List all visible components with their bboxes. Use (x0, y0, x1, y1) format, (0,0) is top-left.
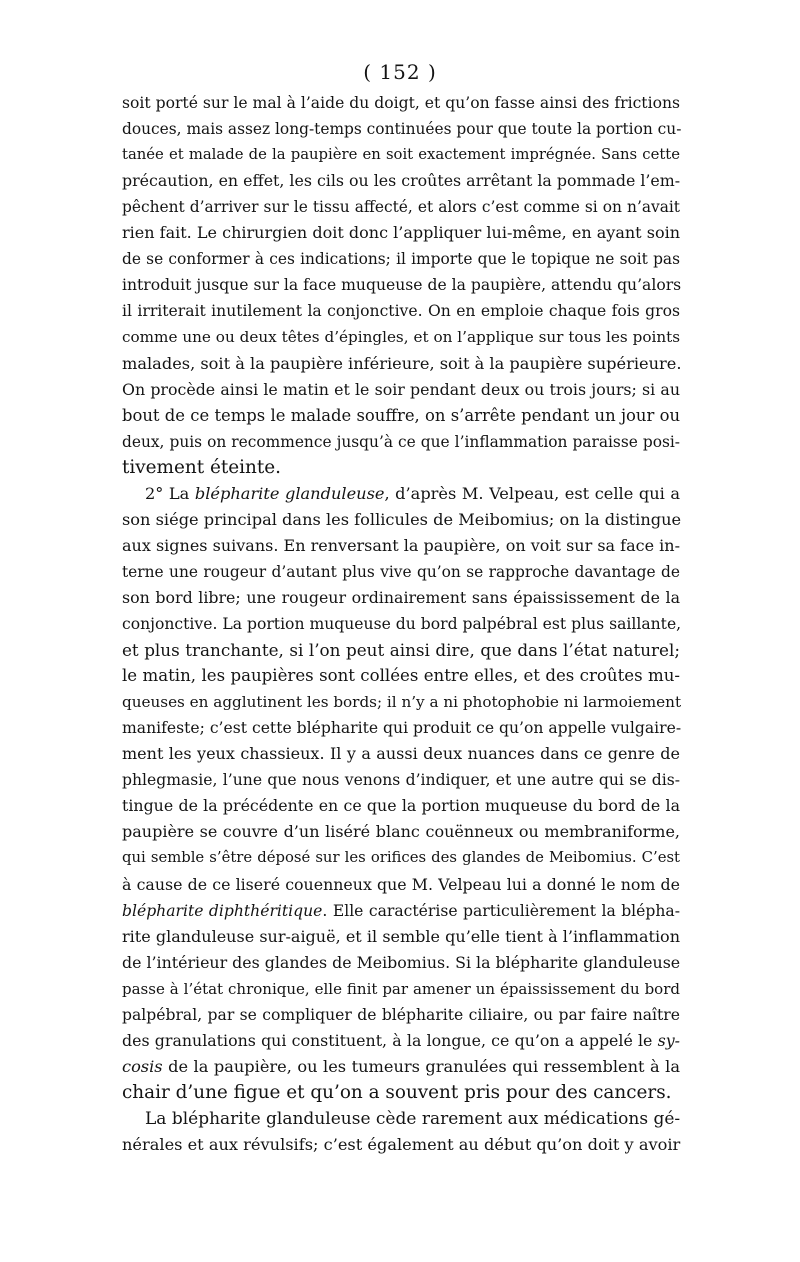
text-line: tanée et malade de la paupière en soit exactement imprégnée. Sans cette (122, 146, 680, 164)
text-line: son bord libre; une rougeur ordinairement sans épaississement de la (122, 587, 680, 607)
text-line: tingue de la précédente en ce que la portion muqueuse du bord de la (122, 796, 680, 816)
text-line: phlegmasie, l’une que nous venons d’indiquer, et une autre qui se dis- (122, 771, 680, 790)
text-line: tivement éteinte. (122, 456, 281, 478)
text-segment: de la paupière, ou les tumeurs granulées qui ressemblent à la (162, 1056, 680, 1076)
text-line: conjonctive. La portion muqueuse du bord palpébral est plus saillante, (122, 615, 682, 633)
text-segment: , d’après M. Velpeau, est celle qui a (384, 483, 680, 503)
text-line: rite glanduleuse sur-aiguë, et il semble qu’elle tient à l’inflammation (122, 926, 680, 946)
italic-term: blépharite glanduleuse (194, 483, 385, 503)
text-line: son siége principal dans les follicules de Meibomius; on la distingue (122, 509, 682, 529)
text-line: de se conformer à ces indications; il importe que le topique ne soit pas (122, 250, 680, 269)
text-segment: des granulations qui constituent, à la longue, ce qu’on a appelé le (122, 1030, 658, 1050)
text-line: palpébral, par se compliquer de blépharite ciliaire, ou par faire naître (122, 1005, 680, 1024)
text-line: introduit jusque sur la face muqueuse de la paupière, attendu qu’alors (122, 276, 682, 295)
text-line: deux, puis on recommence jusqu’à ce que l’inflammation paraisse posi- (122, 432, 680, 451)
text-line: qui semble s’être déposé sur les orifices des glandes de Meibomius. C’est (122, 849, 680, 867)
text-line: douces, mais assez long-temps continuées pour que toute la portion cu- (122, 120, 682, 139)
text-segment: 2° La (145, 483, 195, 503)
italic-term: blépharite diphthéritique (122, 901, 323, 920)
text-line: terne une rougeur d’autant plus vive qu’on se rapproche davantage de (122, 562, 680, 581)
italic-term: sy- (657, 1030, 680, 1050)
text-line: manifeste; c’est cette blépharite qui produit ce qu’on appelle vulgaire- (122, 719, 682, 738)
text-line (145, 481, 680, 507)
text-line: On procède ainsi le matin et le soir pendant deux ou trois jours; si au (122, 379, 680, 399)
text-segment: . Elle caractérise particulièrement la blépha- (322, 901, 680, 920)
text-line: bout de ce temps le malade souffre, on s’arrête pendant un jour ou (122, 405, 680, 425)
text-line: le matin, les paupières sont collées entre elles, et des croûtes mu- (122, 666, 680, 686)
text-line: comme une ou deux têtes d’épingles, et on l’applique sur tous les points (122, 328, 680, 347)
text-line: aux signes suivans. En renversant la paupière, on voit sur sa face in- (122, 535, 680, 555)
text-line: et plus tranchante, si l’on peut ainsi dire, que dans l’état naturel; (122, 640, 680, 661)
text-line: précaution, en effet, les cils ou les croûtes arrêtant la pommade l’em- (122, 171, 681, 191)
text-line: soit porté sur le mal à l’aide du doigt, et qu’on fasse ainsi des frictions (122, 94, 680, 112)
text-line: paupière se couvre d’un liséré blanc couënneux ou membraniforme, (122, 822, 680, 842)
text-line: La blépharite glanduleuse cède rarement aux médications gé- (145, 1108, 681, 1129)
text-line (122, 1028, 680, 1054)
italic-term: cosis (122, 1056, 163, 1076)
text-line: ment les yeux chassieux. Il y a aussi deux nuances dans ce genre de (122, 744, 680, 764)
text-line: passe à l’état chronique, elle finit par amener un épaississement du bord (122, 979, 680, 998)
text-line: pêchent d’arriver sur le tissu affecté, et alors c’est comme si on n’avait (122, 198, 680, 217)
text-line (122, 898, 680, 924)
text-line: de l’intérieur des glandes de Meibomius. Si la blépharite glanduleuse (122, 952, 681, 972)
text-line (122, 1054, 680, 1080)
text-line: rien fait. Le chirurgien doit donc l’appliquer lui-même, en ayant soin (122, 223, 680, 243)
text-line: nérales et aux révulsifs; c’est également au début qu’on doit y avoir (122, 1135, 681, 1154)
page-number: ( 152 ) (363, 60, 437, 84)
text-line: malades, soit à la paupière inférieure, soit à la paupière supérieure. (122, 353, 682, 373)
text-line: chair d’une figue et qu’on a souvent pris pour des cancers. (122, 1081, 672, 1103)
text-line: il irriterait inutilement la conjonctive. On en emploie chaque fois gros (122, 302, 680, 321)
text-line: queuses en agglutinent les bords; il n’y a ni photophobie ni larmoiement (122, 693, 682, 712)
text-line: à cause de ce liseré couenneux que M. Velpeau lui a donné le nom de (122, 874, 680, 894)
